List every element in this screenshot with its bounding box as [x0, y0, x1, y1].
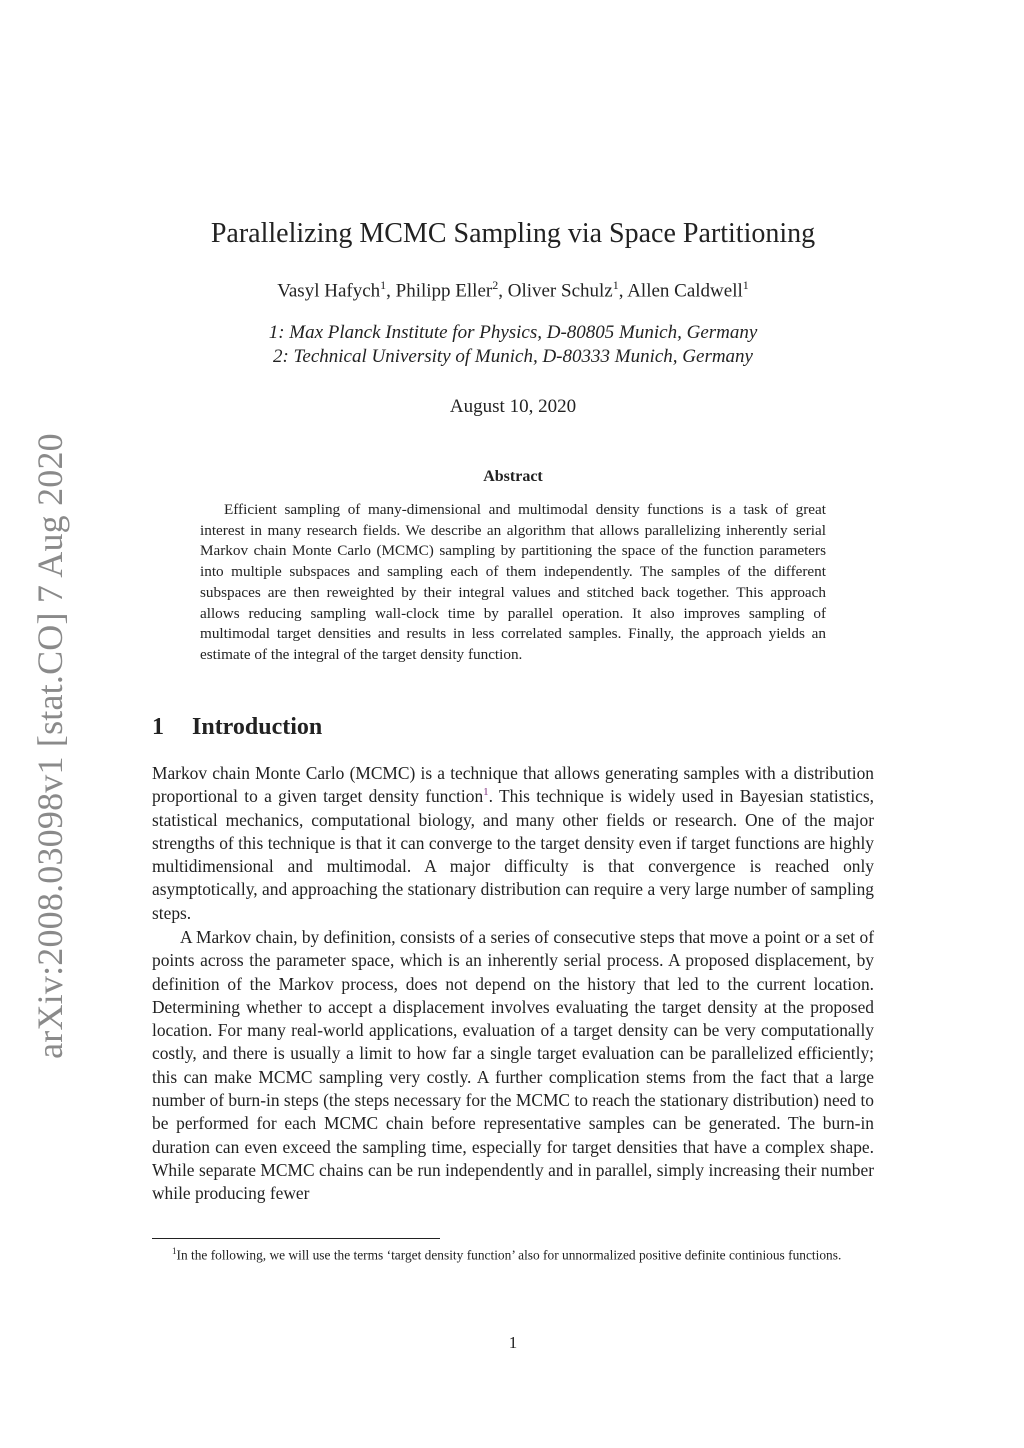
page-number: 1 [508, 1333, 518, 1352]
body-paragraph-2: A Markov chain, by definition, consists of a series of consecutive steps that move a point or a set of points across the parameter space, which is an inherently serial process. A proposed displacement, by definition of the Markov process, does not depend on the history that led to the current location. Determining whether to accept a displacement involves evaluating the target density at the proposed location. For many real-world applications, evaluation of a target density can be very computationally costly, and there is usually a limit to how far a single target evaluation can be parallelized efficiently; this can make MCMC sampling very costly. A further complication stems from the fact that a large number of burn-in steps (the steps necessary for the MCMC to reach the stationary distribution) need to be performed for each MCMC chain before representative samples can be generated. The burn-in duration can even exceed the sampling time, especially for target densities that have a complex shape. While separate MCMC chains can be run independently and in parallel, simply increasing their number while producing fewer [152, 927, 874, 1204]
paragraph-text: . This technique is widely used in Bayesian statistics, statistical mechanics, computational biology, and many other fields or research. One of the major strengths of this technique is that it can converge to the target density even if target functions are highly multidimensional and multimodal. A major difficulty is that convergence is reached only asymptotically, and approaching the stationary distribution can require a very large number of sampling steps. [152, 786, 874, 923]
section-number: 1 [152, 714, 164, 740]
author-affil-mark: 1 [612, 278, 619, 292]
footnote-reference-link[interactable]: 1 [483, 786, 489, 799]
author-name: Allen Caldwell [627, 280, 743, 302]
author-affil-mark: 1 [380, 278, 387, 292]
arxiv-identifier: arXiv:2008.03098v1 [stat.CO] 7 Aug 2020 [30, 433, 70, 1059]
footnote-mark: 1 [172, 1246, 177, 1256]
affiliation-1: 1: Max Planck Institute for Physics, D-80805 Munich, Germany [268, 322, 758, 343]
author-list: Vasyl Hafych$^1$, Philipp Eller$^2$, Oliver Schulz$^1$, Allen Caldwell$^1$ [277, 278, 749, 302]
footnote [152, 1242, 874, 1264]
paper-date: August 10, 2020 [449, 396, 577, 417]
affiliation-2: 2: Technical University of Munich, D-80333 Munich, Germany [272, 346, 753, 367]
author-name: Vasyl Hafych [277, 280, 381, 302]
paragraph-text: Markov chain Monte Carlo (MCMC) is a technique that allows generating samples with a distribution proportional to a given target density function [152, 763, 874, 807]
author-name: Philipp Eller [395, 280, 493, 302]
paper-title: Parallelizing MCMC Sampling via Space Partitioning [210, 218, 816, 249]
footnote-text: In the following, we will use the terms ‘target density function’ also for unnormalized positive definite continious functions. [176, 1247, 842, 1263]
abstract-text: Efficient sampling of many-dimensional and multimodal density functions is a task of great interest in many research fields. We describe an algorithm that allows parallelizing inherently serial Markov chain Monte Carlo (MCMC) sampling by partitioning the space of the function parameters into multiple subspaces and sampling each of them independently. The samples of the different subspaces are then reweighted by their integral values and stitched back together. This approach allows reducing sampling wall-clock time by parallel operation. It also improves sampling of multimodal target densities and results in less correlated samples. Finally, the approach yields an estimate of the integral of the target density function. [200, 501, 826, 663]
author-affil-mark: 2 [492, 278, 499, 292]
section-title: Introduction [192, 714, 323, 740]
body-paragraph-1 [152, 762, 874, 925]
footnote-divider [152, 1238, 440, 1239]
abstract-heading: Abstract [483, 468, 543, 485]
section-heading [152, 714, 322, 741]
author-affil-mark: 1 [742, 278, 749, 292]
author-name: Oliver Schulz [507, 280, 613, 302]
